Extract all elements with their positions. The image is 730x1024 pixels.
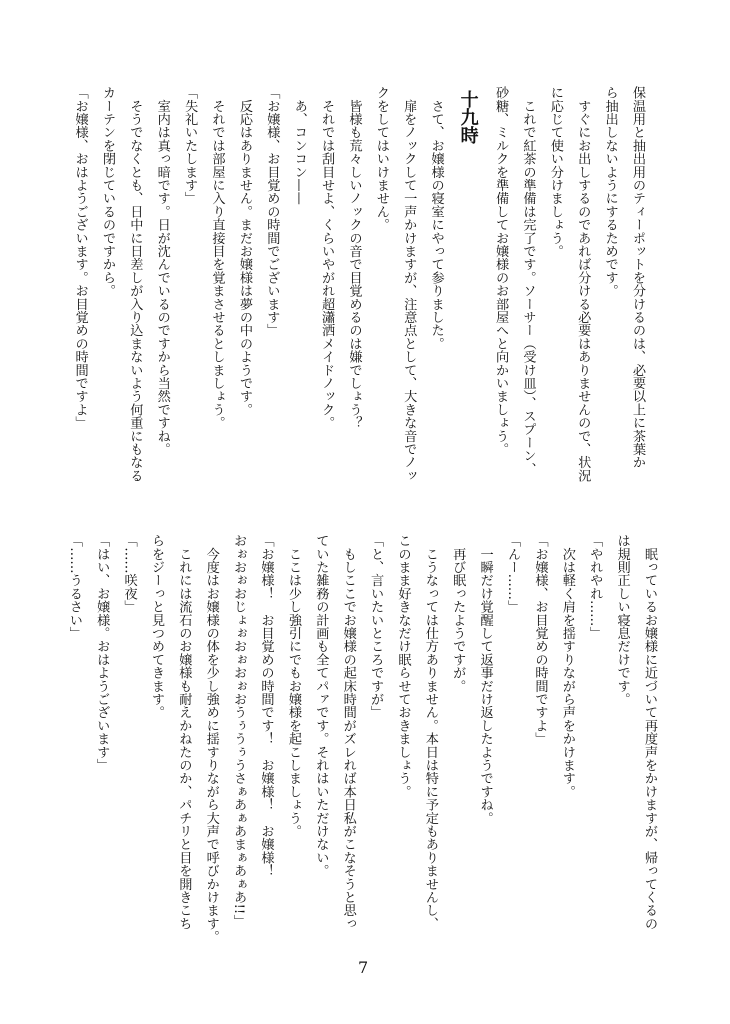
section-heading: 十九時 — [457, 90, 479, 144]
text-line: 「やれやれ……」 — [587, 534, 603, 640]
text-line: あ、コンコン—— — [291, 86, 307, 205]
text-line: 次は軽く肩を揺すりながら声をかけます。 — [559, 534, 575, 798]
text-line: すぐにお出しするのであれば分ける必要はありませんので、状況 — [575, 86, 591, 482]
text-line: クをしてはいけません。 — [373, 86, 389, 232]
text-line: おぉおぉおじょぉおぉおぉおうぅうぅうさぁあぁあまぁあぁあ!!」 — [231, 534, 247, 928]
text-line: 「お嬢様、お目覚めの時間ですよ」 — [532, 534, 548, 746]
text-line: 「はい、お嬢様。おはようございます」 — [94, 534, 110, 772]
text-line: 「と、言いたいところですが」 — [368, 534, 384, 719]
text-line: 今度はお嬢様の体を少し強めに揺すりながら大声で呼びかけます。 — [203, 534, 219, 944]
text-line: 扉をノックして一声かけますが、注意点として、大きな音でノッ — [401, 86, 417, 482]
text-line: 「お嬢様、おはようございます。お目覚めの時間ですよ」 — [72, 86, 88, 430]
text-line: そうでなくとも、日中に日差しが入り込まないよう何重にもなる — [127, 86, 143, 482]
text-line: ていた雑務の計画も全てパァです。それはいただけない。 — [313, 534, 329, 878]
text-line: 眠っているお嬢様に近づいて再度声をかけますが、帰ってくるの — [642, 534, 657, 930]
text-line: 「……うるさい」 — [66, 534, 82, 640]
text-line: それでは刮目せよ、くらいやがれ超瀟洒メイドノック。 — [319, 86, 335, 430]
text-line: 一瞬だけ覚醒して返事だけ返したようですね。 — [477, 534, 493, 825]
text-line: カーテンを閉じているのですから。 — [99, 86, 115, 298]
text-line: 「……咲夜」 — [121, 534, 137, 614]
text-line: 「お嬢様！ お目覚めの時間です！ お嬢様！ お嬢様！ — [258, 534, 274, 878]
text-line: 砂糖、ミルクを準備してお嬢様のお部屋へと向かいましょう。 — [493, 86, 509, 456]
text-line: らをジーっと見つめてきます。 — [148, 534, 164, 719]
text-line: に応じて使い分けましょう。 — [547, 86, 563, 258]
text-line: もしここでお嬢様の起床時間がズレれば本日私がこなそうと思っ — [340, 534, 356, 930]
text-line: は規則正しい寝息だけです。 — [614, 534, 630, 706]
text-line: こうなっては仕方ありません。本日は特に予定もありませんし、 — [422, 534, 438, 930]
text-line: 「んー……」 — [505, 534, 521, 614]
top-text-block — [66, 86, 651, 490]
text-line: 反応はありません。まだお嬢様は夢の中のようです。 — [236, 86, 252, 416]
text-line: このまま好きなだけ眠らせておきましょう。 — [395, 534, 411, 798]
text-line: 皆様も荒々しいノックの音で目覚めるのは嫌でしょう？ — [346, 86, 362, 430]
text-line: 保温用と抽出用のティーポットを分けるのは、必要以上に茶葉か — [630, 86, 645, 469]
bottom-text-block — [60, 534, 663, 950]
text-line: 室内は真っ暗です。日が沈んでいるのですから当然ですね。 — [154, 86, 170, 456]
text-line: 再び眠ったようですが。 — [450, 534, 466, 693]
text-line: ここは少し強引にでもお嬢様を起こしましょう。 — [285, 534, 301, 838]
text-line: 「お嬢様、お目覚めの時間でございます」 — [264, 86, 280, 337]
page-number: 7 — [358, 958, 369, 977]
text-line: それでは部屋に入り直接目を覚まさせるとしましょう。 — [209, 86, 225, 430]
text-line: これには流石のお嬢様も耐えかねたのか、パチリと目を開きこち — [176, 534, 192, 930]
text-line: さて、お嬢様の寝室にやって参りました。 — [428, 86, 444, 350]
text-line: 「失礼いたします」 — [182, 86, 198, 205]
text-line: ら抽出しないようにするためです。 — [602, 86, 618, 298]
text-line: これで紅茶の準備は完了です。ソーサー（受け皿）、スプーン、 — [520, 86, 536, 476]
